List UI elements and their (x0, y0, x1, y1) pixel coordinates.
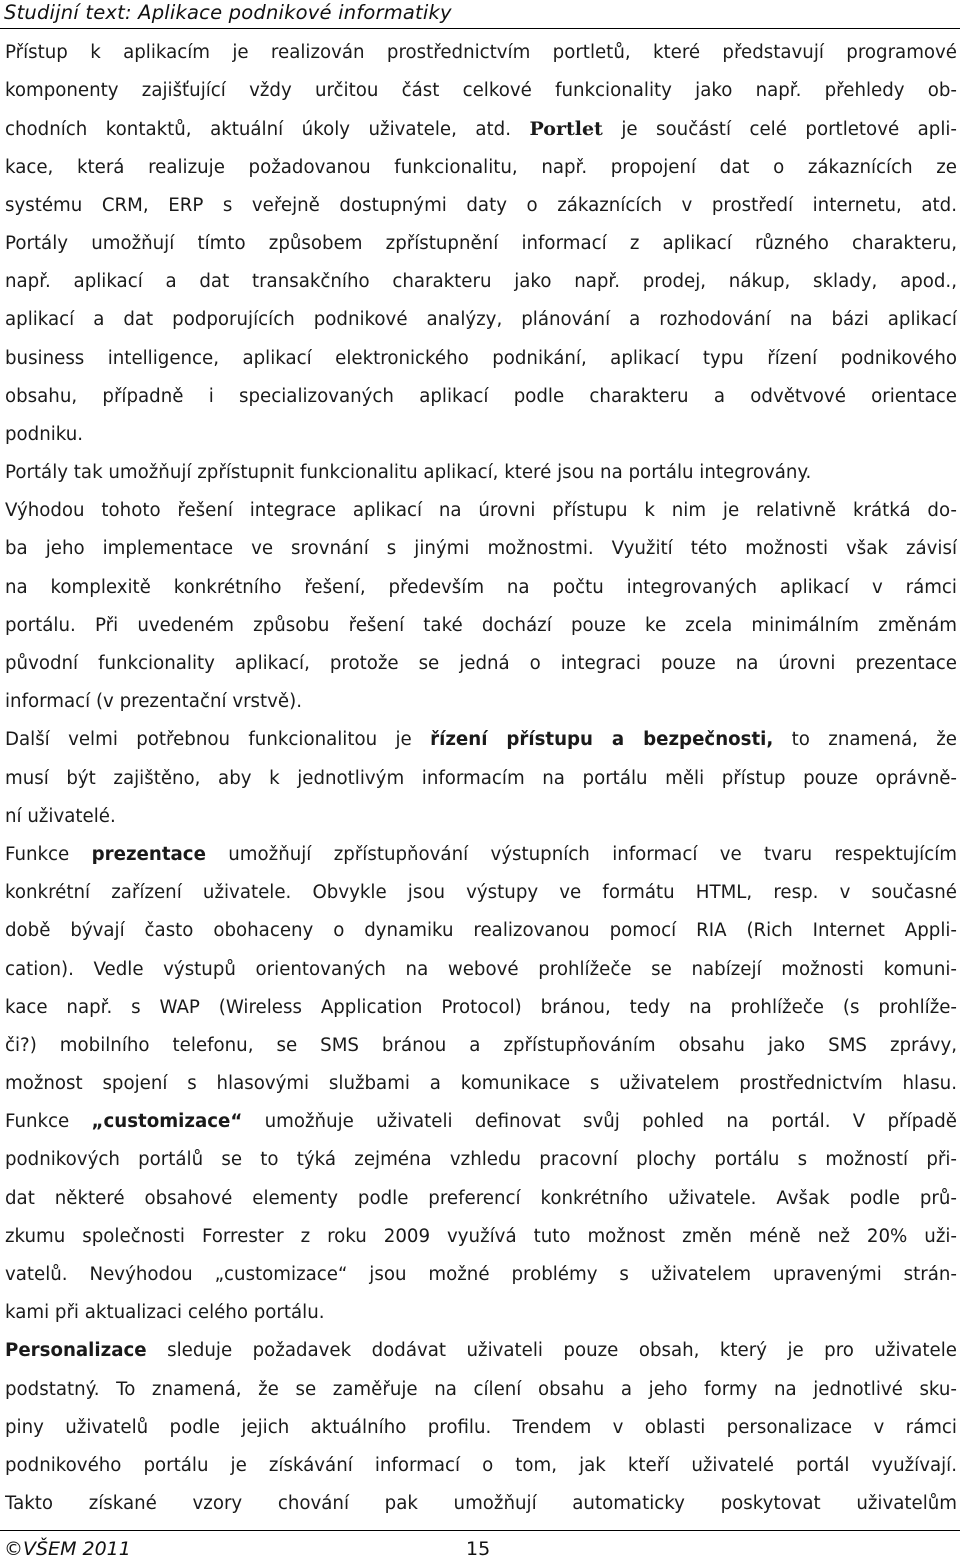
text-line (5, 836, 957, 874)
text-line: ní uživatelé. (5, 805, 116, 827)
text-line: podnikového portálu je získávání informací o tom, jak kteří uživatelé portál využívají. (5, 1454, 957, 1476)
text-line: či?) mobilního telefonu, se SMS bránou a zpřístupňováním obsahu jako SMS zprávy, (5, 1034, 957, 1056)
term-portlet: Portlet (529, 118, 603, 141)
term-prezentace: prezentace (91, 843, 206, 865)
term-personalizace: Personalizace (5, 1340, 147, 1362)
text-line: Výhodou tohoto řešení integrace aplikací na úrovni přístupu k nim je relativně krátká do- (5, 500, 957, 522)
text-fragment: umožňuje uživateli definovat svůj pohled na portál. V případě (264, 1111, 957, 1133)
text-line: kace např. s WAP (Wireless Application Protocol) bránou, tedy na prohlížeče (s prohlíže- (5, 996, 957, 1018)
text-line: např. aplikací a dat transakčního charakteru jako např. prodej, nákup, sklady, apod., (5, 271, 957, 293)
text-line: podstatný. To znamená, že se zaměřuje na cílení obsahu a jeho formy na jednotlivé sku- (5, 1378, 957, 1400)
document-body (5, 34, 957, 1523)
text-fragment: propojení dat o zákaznících ze (610, 156, 957, 178)
text-fragment: Funkce (5, 1111, 70, 1133)
text-line: informací (v prezentační vrstvě). (5, 691, 302, 713)
text-line: podniku. (5, 423, 84, 445)
text-line: Portály umožňují tímto způsobem zpřístupnění informací z aplikací různého charakteru, (5, 232, 957, 254)
text-line: dat některé obsahové elementy podle preferencí konkrétního uživatele. Avšak podle prů- (5, 1187, 957, 1209)
text-line: ba jeho implementace ve srovnání s jinými možnostmi. Využití této možnosti však závisí (5, 538, 957, 560)
text-line (5, 110, 957, 148)
text-line (5, 1103, 957, 1141)
footer-copyright: ©VŠEM 2011 (4, 1538, 131, 1560)
text-line: vatelů. Nevýhodou „customizace“ jsou možné problémy s uživatelem upravenými strán- (5, 1264, 957, 1285)
text-line: cation). Vedle výstupů orientovaných na webové prohlížeče se nabízejí možnosti komuni- (5, 958, 957, 980)
text-line: obsahu, případně i specializovaných aplikací podle charakteru a odvětvové orientace (5, 385, 957, 407)
text-line: systému CRM, ERP s veřejně dostupnými daty o zákaznících v prostředí internetu, atd. (5, 194, 957, 216)
text-line (5, 721, 957, 759)
text-line: business intelligence, aplikací elektronického podnikání, aplikací typu řízení podnikového (5, 347, 957, 369)
text-line: době bývají často obohaceny o dynamiku realizovanou pomocí RIA (Rich Internet Appli- (5, 920, 957, 942)
page-footer (0, 1530, 960, 1562)
text-fragment: to znamená, že (791, 729, 957, 751)
text-line: podnikových portálů se to týká zejména vzhledu pracovní plochy portálu s možností při- (5, 1149, 957, 1171)
text-fragment: Funkce (5, 843, 70, 865)
text-line: konkrétní zařízení uživatele. Obvykle jsou výstupy ve formátu HTML, resp. v současné (5, 882, 957, 904)
text-line: portálu. Při uvedeném způsobu řešení také dochází pouze ke zcela minimálním změnám (5, 614, 957, 636)
text-fragment: umožňují zpřístupňování výstupních informací ve tvaru respektujícím (228, 843, 957, 865)
text-line (5, 149, 957, 187)
text-line: původní funkcionality aplikací, protože se jedná o integraci pouze na úrovni prezentace (5, 653, 957, 674)
text-line: zkumu společnosti Forrester z roku 2009 využívá tuto možnost změn méně než 20% uži- (5, 1225, 957, 1247)
text-line: možnost spojení s hlasovými službami a komunikace s uživatelem prostřednictvím hlasu. (5, 1073, 957, 1095)
text-line: komponenty zajišťující vždy určitou část celkové funkcionality jako např. přehledy ob- (5, 80, 957, 102)
text-line: na komplexitě konkrétního řešení, především na počtu integrovaných aplikací v rámci (5, 576, 957, 598)
text-fragment: chodních kontaktů, aktuální úkoly uživatele, atd. (5, 119, 511, 141)
page-header (0, 0, 960, 29)
text-line: Přístup k aplikacím je realizován prostřednictvím portletů, které představují programové (5, 42, 957, 63)
text-fragment: Další velmi potřebnou funkcionalitou je (5, 729, 412, 751)
text-line: kami při aktualizaci celého portálu. (5, 1302, 325, 1324)
text-fragment: je součástí celé portletové apli- (621, 119, 957, 141)
text-line (5, 1332, 957, 1370)
text-fragment: sleduje požadavek dodávat uživateli pouze obsah, který je pro uživatele (167, 1340, 957, 1362)
header-title: Studijní text: Aplikace podnikové informatiky (4, 1, 452, 24)
page-number: 15 (466, 1538, 491, 1560)
text-line: Takto získané vzory chování pak umožňují automaticky poskytovat uživatelům (5, 1493, 957, 1515)
text-line: musí být zajištěno, aby k jednotlivým informacím na portálu měli přístup pouze oprávně- (5, 767, 957, 789)
term-access-control: řízení přístupu a bezpečnosti, (430, 729, 774, 751)
text-line: aplikací a dat podporujících podnikové analýzy, plánování a rozhodování na bázi aplikací (5, 309, 957, 331)
term-customizace: „customizace“ (91, 1111, 243, 1133)
text-fragment: kace, která realizuje požadovanou funkcionalitu, např. (5, 156, 588, 178)
text-line: Portály tak umožňují zpřístupnit funkcionalitu aplikací, které jsou na portálu integrovány. (5, 462, 812, 484)
text-line: piny uživatelů podle jejich aktuálního profilu. Trendem v oblasti personalizace v rámci (5, 1416, 957, 1438)
